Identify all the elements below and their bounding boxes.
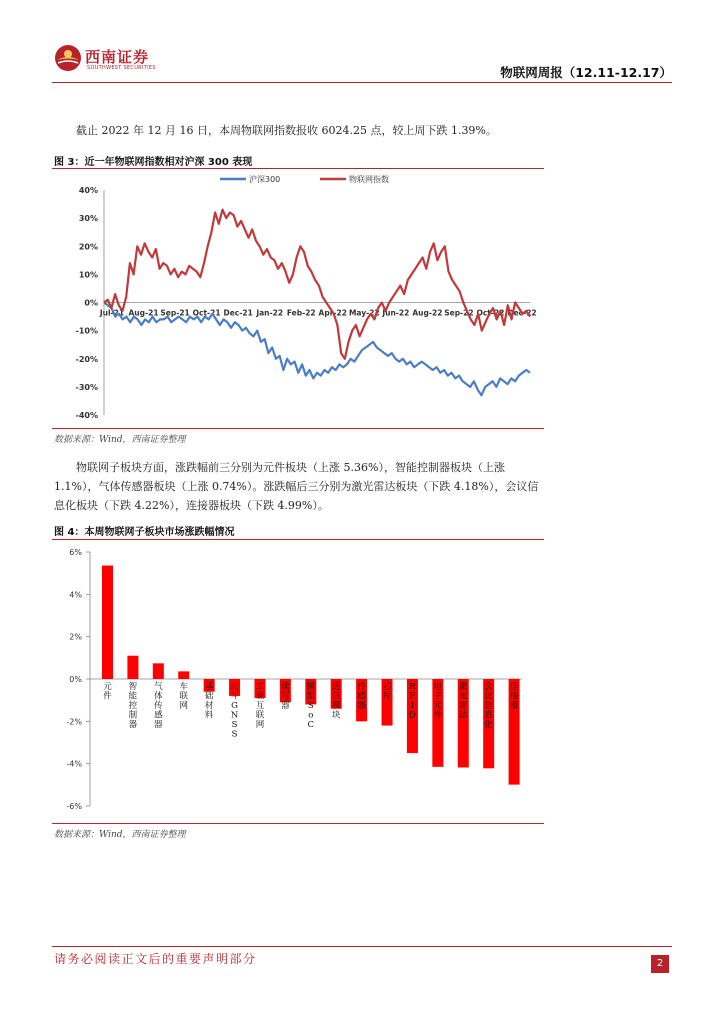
category-label: [179, 681, 188, 711]
figure4-title: 图 4：本周物联网子板块市场涨跌幅情况: [54, 527, 235, 538]
category-label-char: 雷: [459, 701, 468, 711]
bar: [153, 663, 164, 679]
category-label-char: 传: [357, 682, 366, 692]
company-logo: [54, 42, 184, 78]
category-label-char: C: [307, 720, 315, 730]
category-label-char: 器: [154, 720, 163, 730]
y-tick-label: 0%: [69, 675, 82, 684]
category-label-char: R: [409, 682, 416, 692]
y-tick-label: 0%: [84, 298, 98, 308]
x-tick-label: Feb-22: [286, 308, 316, 318]
category-label-char: 芯: [382, 682, 392, 692]
category-label-char: 业: [255, 691, 265, 702]
y-tick-label: -20%: [75, 354, 98, 364]
category-label-char: N: [230, 710, 239, 721]
bar: [102, 566, 113, 679]
category-label: [383, 681, 392, 702]
y-tick-label: -2%: [66, 717, 82, 727]
report-title: 物联网周报（12.11-12.17）: [500, 65, 672, 80]
category-label-char: 会: [484, 682, 493, 692]
category-label-char: 通: [331, 682, 341, 692]
y-tick-label: -4%: [66, 759, 82, 769]
category-label: [154, 681, 163, 730]
bar: [178, 671, 189, 679]
figure4-top-rule: [52, 539, 544, 540]
category-label-char: 激: [459, 682, 468, 692]
header-rule: [52, 82, 672, 83]
x-tick-label: Sep-22: [444, 308, 474, 318]
category-label-char: 气: [154, 682, 163, 692]
y-tick-label: 6%: [69, 548, 82, 557]
category-label-char: 基: [204, 682, 214, 692]
y-tick-label: 10%: [78, 270, 98, 280]
category-label-char: 础: [204, 691, 214, 702]
category-label: [230, 681, 239, 740]
category-label-char: 北: [230, 682, 239, 692]
category-label-char: 工: [255, 682, 265, 692]
category-label-char: 传: [154, 701, 163, 711]
page-number: 2: [651, 955, 669, 973]
category-label-char: 器: [509, 701, 519, 711]
category-label-char: 制: [128, 710, 138, 721]
line-chart: [52, 170, 544, 426]
category-label-char: 达: [459, 710, 468, 721]
x-tick-label: Aug-21: [128, 308, 159, 318]
x-tick-label: May-22: [348, 308, 380, 318]
category-label: [103, 682, 112, 702]
sector-paragraph: 物联网子板块方面，涨跌幅前三分别为元件板块（上涨 5.36%），智能控制器板块（上涨 1.1%），气体传感器板块（上涨 0.74%）。涨跌幅后三分别为激光雷达板块（下跌 4.18%），会议信息化板块（下跌 4.22%），连接器板块（下跌 4.99%）。: [54, 461, 539, 512]
category-label-char: 联: [179, 691, 188, 702]
category-label: [484, 681, 493, 730]
category-label-char: 材: [204, 701, 214, 711]
category-label-char: 感: [357, 691, 366, 702]
category-label-char: 片: [382, 691, 392, 702]
category-label: [256, 682, 265, 730]
logo-text-en: SOUTHWEST SECURITIES: [87, 65, 156, 71]
category-label-char: 化: [484, 720, 493, 730]
category-label-char: 联: [255, 710, 265, 721]
category-label-char: 感: [154, 710, 163, 721]
category-label-char: 信: [484, 701, 493, 711]
category-label-char: 体: [154, 691, 163, 702]
y-tick-label: 30%: [78, 214, 98, 224]
category-label: [434, 681, 443, 721]
category-label: [459, 681, 468, 721]
logo-sun-icon: [54, 44, 82, 72]
category-label-char: F: [409, 691, 416, 702]
category-label-char: 模: [331, 701, 341, 711]
figure3-source: 数据来源：Wind，西南证券整理: [54, 435, 186, 445]
category-label-char: 互: [255, 701, 265, 711]
category-label-char: 光: [459, 691, 468, 702]
intro-paragraph: 截止 2022 年 12 月 16 日，本周物联网指数报收 6024.25 点，较上周下跌 1.39%。: [76, 124, 497, 137]
category-label-char: 议: [484, 691, 493, 702]
y-tick-label: -40%: [75, 411, 98, 420]
x-tick-label: Aug-22: [412, 308, 443, 318]
y-tick-label: 2%: [69, 632, 82, 642]
category-label-char: 读: [281, 682, 290, 692]
category-label-char: G: [231, 701, 238, 711]
y-tick-label: -30%: [75, 382, 98, 392]
category-label-char: 元: [433, 701, 443, 711]
category-label-char: 能: [128, 691, 138, 702]
bar-chart: [52, 541, 544, 821]
category-label-char: 元: [103, 682, 112, 692]
category-label-char: 连: [509, 682, 519, 692]
y-tick-label: -6%: [66, 802, 82, 811]
category-label: [281, 681, 290, 711]
category-label-char: 网: [179, 701, 188, 711]
x-tick-label: Oct-22: [476, 308, 505, 318]
bar: [127, 656, 138, 679]
category-label-char: D: [409, 710, 416, 721]
figure4-source: 数据来源：Wind，西南证券整理: [54, 830, 186, 840]
category-label: [129, 681, 138, 730]
category-label: [409, 682, 416, 721]
category-label-char: 模: [306, 682, 316, 692]
y-tick-label: 4%: [69, 590, 82, 600]
category-label-char: 网: [255, 720, 265, 730]
category-label-char: 器: [357, 701, 366, 711]
x-tick-label: Dec-21: [223, 308, 253, 318]
category-label: [332, 681, 341, 721]
legend-label: 物联网指数: [349, 175, 389, 184]
category-label-char: 息: [484, 710, 493, 721]
category-label-char: 件: [433, 710, 443, 721]
category-label-char: 料: [204, 710, 214, 721]
x-tick-label: Dec-22: [507, 308, 537, 318]
category-label-char: 信: [331, 691, 341, 702]
category-label-char: 写: [281, 691, 290, 702]
y-tick-label: 20%: [78, 242, 98, 252]
category-label-char: S: [231, 729, 238, 740]
category-label-char: 斗: [230, 691, 239, 702]
category-label-char: S: [231, 720, 238, 730]
category-label-char: 电: [433, 682, 443, 692]
category-label: [307, 681, 316, 730]
category-label-char: S: [307, 701, 314, 711]
x-tick-label: Oct-21: [192, 308, 221, 318]
category-label-char: 器: [281, 701, 290, 711]
category-label-char: 车: [179, 682, 188, 692]
footer-disclaimer: 请务必阅读正文后的重要声明部分: [54, 952, 257, 966]
legend-label: 沪深300: [249, 175, 281, 184]
category-label-char: 智: [128, 682, 138, 692]
x-tick-label: Jan-22: [256, 308, 284, 318]
x-tick-label: Apr-22: [318, 308, 347, 318]
category-label-char: I: [410, 701, 415, 711]
category-label: [205, 681, 214, 721]
category-label-char: 件: [103, 691, 112, 702]
x-tick-label: Jul-21: [99, 308, 125, 318]
series-line-iot: [104, 210, 530, 359]
category-label-char: 接: [509, 691, 519, 702]
y-tick-label: -10%: [75, 326, 98, 336]
category-label-char: 组: [306, 691, 316, 702]
figure4-bottom-rule: [52, 823, 544, 824]
figure3-title: 图 3：近一年物联网指数相对沪深 300 表现: [54, 157, 253, 168]
logo-text-cn: 西南证券: [85, 48, 150, 66]
y-tick-label: 40%: [78, 186, 98, 195]
category-label: [510, 681, 519, 711]
category-label-char: 块: [331, 710, 341, 721]
category-label-char: 子: [433, 691, 443, 702]
x-tick-label: Jun-22: [382, 308, 410, 318]
category-label-char: o: [308, 710, 314, 721]
footer-rule: [52, 946, 672, 947]
figure3-top-rule: [52, 168, 544, 169]
category-label: [357, 681, 366, 711]
category-label-char: 器: [128, 720, 138, 730]
x-tick-label: Sep-21: [160, 308, 190, 318]
figure3-bottom-rule: [52, 428, 544, 429]
category-label-char: 控: [128, 701, 138, 711]
